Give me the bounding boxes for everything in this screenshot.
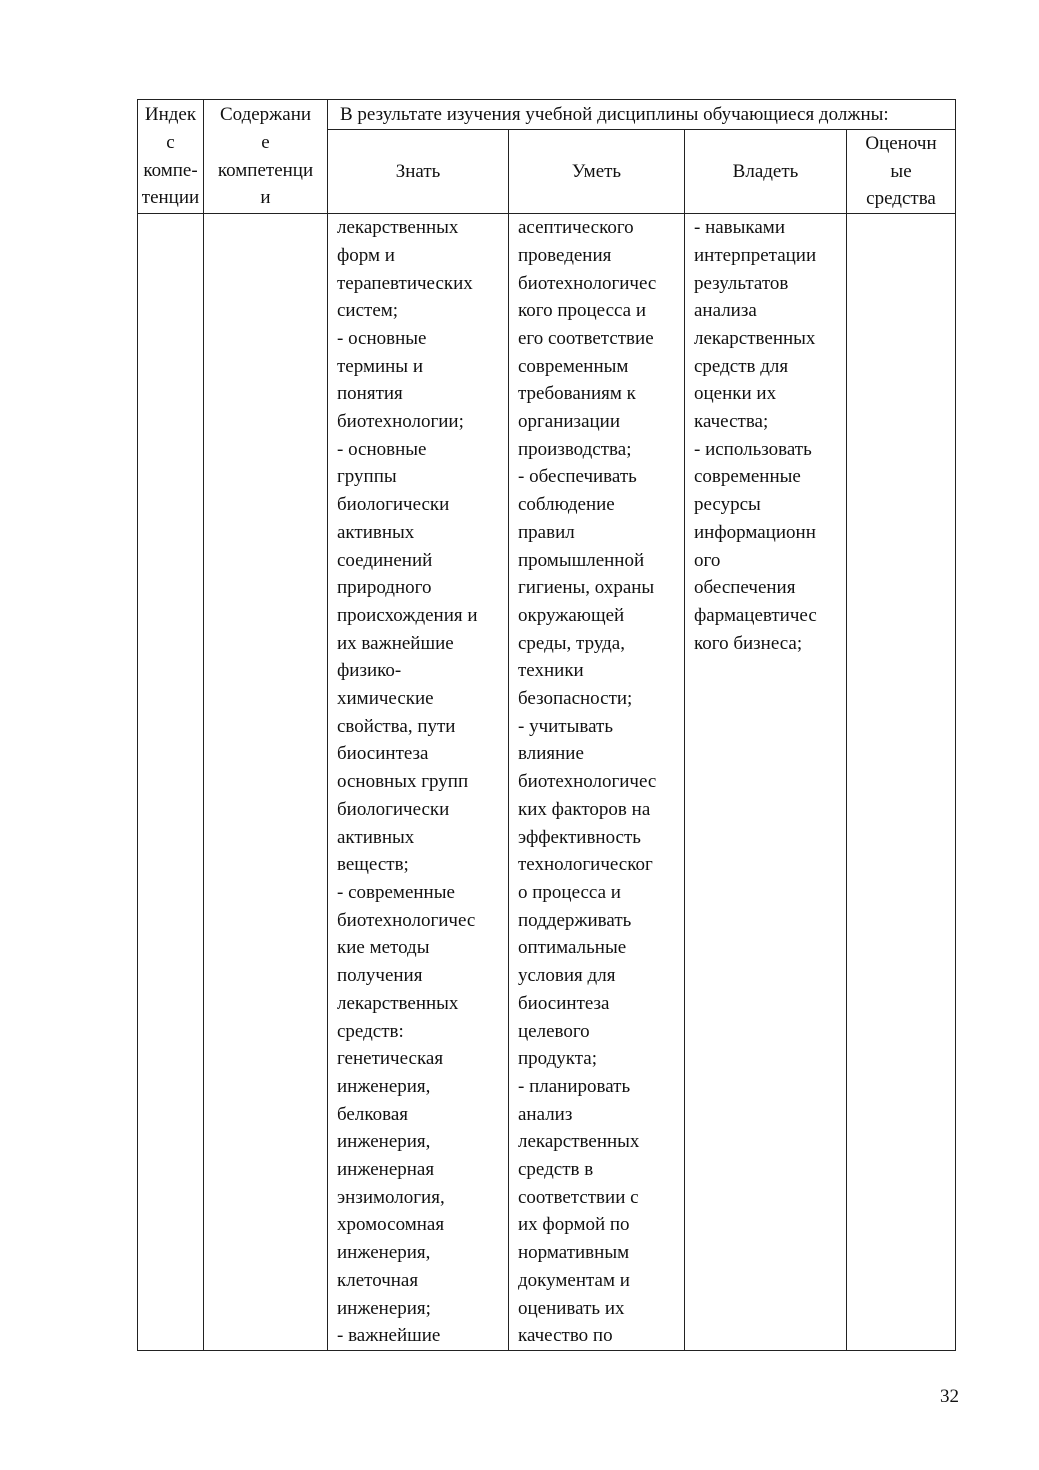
header-know: Знать — [328, 130, 509, 214]
cell-can — [509, 214, 685, 1351]
text-line: организации — [518, 411, 621, 433]
text-line: лекарственных — [337, 992, 459, 1014]
header-assess-cell — [847, 130, 956, 214]
header-assess-label — [847, 130, 955, 213]
text-line: группы — [337, 466, 397, 488]
text-line: техники — [518, 660, 584, 682]
text-line: - основные — [337, 327, 427, 349]
text-line: физико- — [337, 660, 402, 682]
text-line: с — [166, 131, 175, 153]
text-line: среды, труда, — [518, 632, 625, 654]
text-line: биологически — [337, 494, 450, 516]
text-line: гигиены, охраны — [518, 577, 655, 599]
text-line: Содержани — [219, 104, 312, 126]
cell-know — [328, 214, 509, 1351]
text-line: белковая — [337, 1103, 408, 1125]
text-line: современным — [518, 355, 629, 377]
text-line: - важнейшие — [337, 1325, 441, 1347]
cell-assess — [847, 214, 956, 1351]
text-line: средств: — [337, 1020, 404, 1042]
text-line: понятия — [337, 383, 403, 405]
text-line: активных — [337, 521, 415, 543]
text-line: оптимальные — [518, 937, 627, 959]
text-line: анализа — [694, 300, 757, 322]
text-line: биосинтеза — [337, 743, 429, 765]
text-line: их формой по — [518, 1214, 630, 1236]
text-line: энзимология, — [337, 1186, 445, 1208]
header-index-label — [138, 101, 203, 212]
text-line: инженерная — [337, 1159, 435, 1181]
text-line: средства — [866, 188, 936, 210]
cell-content — [204, 214, 328, 1351]
text-line: влияние — [518, 743, 584, 765]
header-group-title: В результате изучения учебной дисциплины обучающиеся должны: — [328, 100, 956, 130]
text-line: поддерживать — [518, 909, 632, 931]
text-line: лекарственных — [694, 327, 816, 349]
text-line: активных — [337, 826, 415, 848]
text-line: инженерия; — [337, 1297, 431, 1319]
page-number: 32 — [940, 1386, 959, 1407]
text-line: - использовать — [694, 438, 812, 460]
text-line: - навыками — [694, 217, 785, 239]
text-line: компетенци — [217, 159, 314, 181]
own-text — [685, 214, 846, 657]
text-line: - планировать — [518, 1075, 631, 1097]
header-row-top — [138, 100, 956, 130]
header-content-cell — [204, 100, 328, 214]
text-line: инженерия, — [337, 1242, 431, 1264]
text-line: окружающей — [518, 604, 625, 626]
text-line: биотехнологии; — [337, 411, 464, 433]
text-line: продукта; — [518, 1048, 598, 1070]
text-line: химические — [337, 688, 434, 710]
text-line: проведения — [518, 244, 612, 266]
text-line: о процесса и — [518, 881, 621, 903]
text-line: ких факторов на — [518, 798, 651, 820]
text-line: производства; — [518, 438, 632, 460]
text-line: веществ; — [337, 854, 409, 876]
text-line: инженерия, — [337, 1075, 431, 1097]
text-line: средств для — [694, 355, 789, 377]
text-line: кого процесса и — [518, 300, 647, 322]
text-line: природного — [337, 577, 432, 599]
text-line: ого — [694, 549, 721, 571]
text-line: целевого — [518, 1020, 590, 1042]
table-row — [138, 214, 956, 1351]
text-line: фармацевтичес — [694, 604, 817, 626]
text-line: их важнейшие — [337, 632, 454, 654]
cell-index — [138, 214, 204, 1351]
text-line: технологическог — [518, 854, 653, 876]
text-line: безопасности; — [518, 688, 633, 710]
text-line: ые — [890, 160, 912, 182]
text-line: термины и — [337, 355, 423, 377]
text-line: качество по — [518, 1325, 613, 1347]
text-line: систем; — [337, 300, 399, 322]
text-line: генетическая — [337, 1048, 444, 1070]
text-line: оценки их — [694, 383, 777, 405]
text-line: Оценочн — [865, 133, 937, 154]
text-line: нормативным — [518, 1242, 630, 1264]
text-line: получения — [337, 965, 423, 987]
text-line: - учитывать — [518, 715, 613, 737]
header-can: Уметь — [509, 130, 685, 214]
text-line: кие методы — [337, 937, 430, 959]
text-line: и — [260, 187, 271, 209]
text-line: е — [261, 131, 270, 153]
text-line: соединений — [337, 549, 433, 571]
text-line: асептического — [518, 217, 634, 239]
text-line: правил — [518, 521, 575, 543]
know-text — [328, 214, 508, 1350]
text-line: документам и — [518, 1269, 630, 1291]
header-content-label — [204, 101, 327, 212]
text-line: биотехнологичес — [518, 272, 657, 294]
text-line: клеточная — [337, 1269, 419, 1291]
text-line: происхождения и — [337, 604, 478, 626]
text-line: оценивать их — [518, 1297, 625, 1319]
text-line: промышленной — [518, 549, 645, 571]
text-line: его соответствие — [518, 327, 654, 349]
text-line: - современные — [337, 881, 455, 903]
text-line: - основные — [337, 438, 427, 460]
text-line: форм и — [337, 244, 395, 266]
text-line: Индек — [144, 104, 197, 126]
text-line: терапевтических — [337, 272, 473, 294]
cell-own — [685, 214, 847, 1351]
can-text — [509, 214, 684, 1350]
text-line: соблюдение — [518, 494, 615, 516]
text-line: - обеспечивать — [518, 466, 637, 488]
header-own: Владеть — [685, 130, 847, 214]
text-line: современные — [694, 466, 801, 488]
text-line: условия для — [518, 965, 616, 987]
text-line: биотехнологичес — [337, 909, 476, 931]
text-line: анализ — [518, 1103, 573, 1125]
competency-table — [137, 99, 956, 1351]
text-line: качества; — [694, 411, 769, 433]
text-line: эффективность — [518, 826, 641, 848]
text-line: результатов — [694, 272, 789, 294]
text-line: лекарственных — [337, 217, 459, 239]
text-line: инженерия, — [337, 1131, 431, 1153]
text-line: средств в — [518, 1159, 594, 1181]
text-line: компе- — [143, 159, 198, 181]
header-index-cell — [138, 100, 204, 214]
text-line: ресурсы — [694, 494, 761, 516]
text-line: лекарственных — [518, 1131, 640, 1153]
text-line: биосинтеза — [518, 992, 610, 1014]
text-line: тенции — [141, 187, 200, 209]
text-line: биологически — [337, 798, 450, 820]
text-line: основных групп — [337, 771, 469, 793]
text-line: требованиям к — [518, 383, 636, 405]
text-line: интерпретации — [694, 244, 817, 266]
text-line: биотехнологичес — [518, 771, 657, 793]
text-line: свойства, пути — [337, 715, 456, 737]
text-line: информационн — [694, 521, 816, 543]
text-line: кого бизнеса; — [694, 632, 803, 654]
text-line: хромосомная — [337, 1214, 445, 1236]
text-line: соответствии с — [518, 1186, 639, 1208]
text-line: обеспечения — [694, 577, 796, 599]
